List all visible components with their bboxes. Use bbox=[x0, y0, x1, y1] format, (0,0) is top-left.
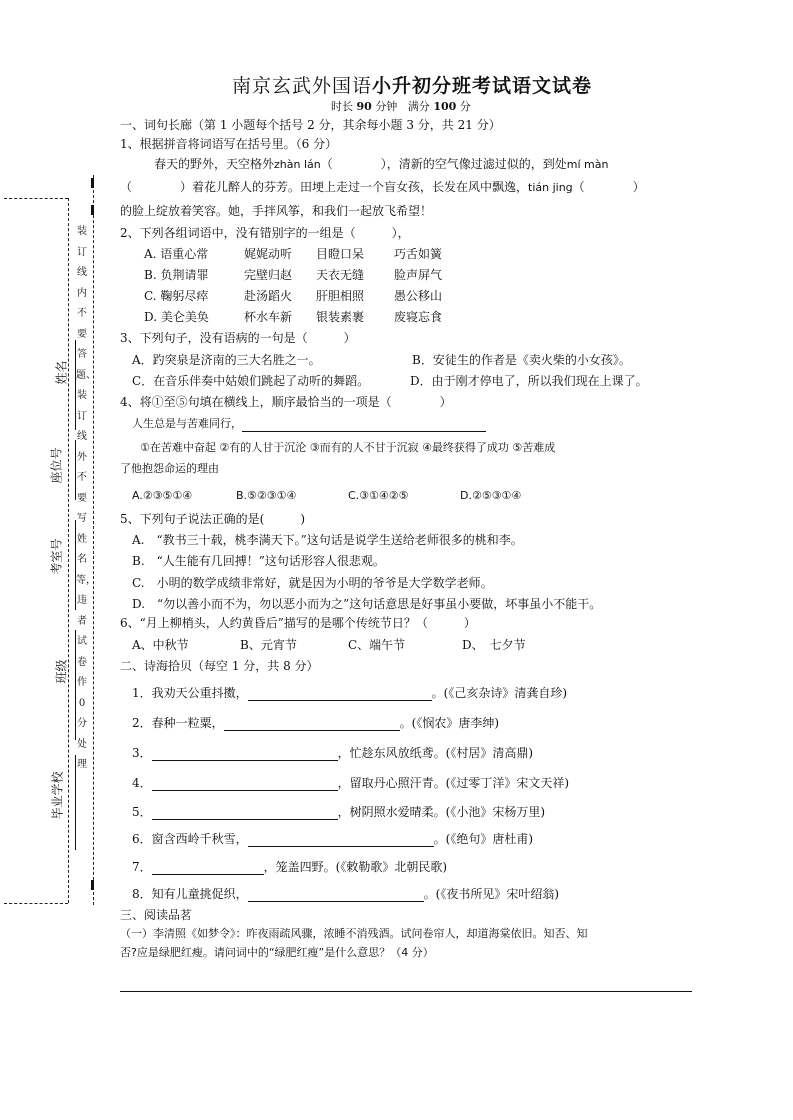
pinyin-2: mí màn bbox=[566, 158, 609, 171]
q1-line2: （ ）着花儿醉人的芬芳。田埂上走过一个盲女孩，长发在风中飘逸，tián jing（ ） bbox=[120, 180, 645, 194]
poem-item-5: 5． ，树阴照水爱晴柔。(《小池》宋杨万里) bbox=[132, 805, 546, 819]
poem-item-1: 1．我劝天公重抖擞， 。(《己亥杂诗》清龚自珍) bbox=[132, 686, 568, 700]
poem-item-2: 2．春种一粒粟， 。(《悯农》唐李绅) bbox=[132, 716, 500, 730]
q6-option-a[interactable]: A、中秋节 bbox=[132, 638, 189, 652]
reading-answer-line[interactable] bbox=[120, 991, 692, 992]
q3-option-a[interactable]: A．趵突泉是济南的三大名胜之一。 bbox=[132, 353, 321, 367]
q6-option-c[interactable]: C、端午节 bbox=[348, 638, 406, 652]
title-school: 南京玄武外国语 bbox=[232, 75, 373, 97]
binding-outer-dash bbox=[68, 198, 69, 903]
page-title bbox=[232, 74, 592, 98]
class-label: 班级 bbox=[54, 659, 69, 684]
q4-stem: 4、将①至⑤句填在横线上，顺序最恰当的一项是（ ） bbox=[120, 395, 452, 409]
poem-blank-5[interactable] bbox=[152, 806, 338, 820]
poem-blank-7[interactable] bbox=[152, 861, 264, 875]
name-label: 姓名 bbox=[54, 360, 69, 385]
poem-item-6: 6．窗含西岭千秋雪， 。(《绝句》唐杜甫) bbox=[132, 832, 534, 846]
name-line[interactable] bbox=[75, 340, 76, 430]
pinyin-1: zhàn lán bbox=[274, 158, 321, 171]
q4-sentences-2: 了他抱怨命运的理由 bbox=[120, 462, 219, 475]
q1-line3: 的脸上绽放着笑容。她，手拌风筝，和我们一起放飞希望！ bbox=[120, 204, 433, 218]
q4-sentences-1: ①在苦难中奋起 ②有的人甘于沉沦 ③而有的人不甘于沉寂 ④最终获得了成功 ⑤苦难成 bbox=[140, 441, 556, 454]
q5-stem: 5、下列句子说法正确的是( ) bbox=[120, 512, 305, 526]
q4-option-d[interactable]: D.②⑤③①④ bbox=[460, 489, 522, 502]
score-value: 100 bbox=[433, 100, 457, 113]
q6-stem: 6、“月上柳梢头，人约黄昏后”描写的是哪个传统节日？（ ） bbox=[120, 616, 476, 630]
reading-passage-line1: （一）李清照《如梦令》：昨夜雨疏风骤，浓睡不消残酒。试问卷帘人，却道海棠依旧。知否、知 bbox=[120, 927, 588, 940]
q2-option-b[interactable]: B. 负荆请罪 完壁归赵 天衣无缝 脸声屏气 bbox=[144, 268, 443, 282]
binding-mark bbox=[91, 880, 94, 890]
q2-option-c[interactable]: C. 鞠躬尽瘁 赴汤蹈火 肝胆相照 愚公移山 bbox=[144, 289, 443, 303]
poem-item-7: 7． ，笼盖四野。(《敕勒歌》北朝民歌) bbox=[132, 860, 448, 874]
reading-passage-line2: 否?应是绿肥红瘦。请问词中的“绿肥红瘦”是什么意思？（4 分） bbox=[120, 946, 434, 959]
pinyin-3: tián jing bbox=[528, 181, 573, 194]
poem-blank-1[interactable] bbox=[248, 687, 432, 701]
q4-lead: 人生总是与苦难同行， bbox=[132, 416, 486, 432]
poem-blank-2[interactable] bbox=[224, 717, 400, 731]
q5-option-d[interactable]: D. “勿以善小而不为，勿以恶小而为之”这句话意思是好事虽小要做，坏事虽小不能干。 bbox=[132, 597, 602, 611]
poem-blank-4[interactable] bbox=[152, 777, 338, 791]
binding-mark bbox=[91, 178, 94, 188]
seat-line[interactable] bbox=[75, 440, 76, 500]
q3-stem: 3、下列句子，没有语病的一句是（ ） bbox=[120, 331, 356, 345]
section-1-heading: 一、词句长廊（第 1 小题每个括号 2 分，其余每小题 3 分，共 21 分） bbox=[120, 118, 501, 132]
q5-option-a[interactable]: A. “教书三十载，桃李满天下。”这句话是说学生送给老师很多的桃和李。 bbox=[132, 533, 523, 547]
q1-line1: 春天的野外，天空格外zhàn lán（ ），清新的空气像过滤过似的，到处mí màn bbox=[154, 157, 609, 171]
binding-bottom-dash bbox=[4, 903, 68, 904]
q3-option-d[interactable]: D．由于刚才停电了，所以我们现在上课了。 bbox=[410, 374, 648, 388]
seat-label: 座位号 bbox=[49, 447, 64, 484]
q5-option-c[interactable]: C. 小明的数学成绩非常好，就是因为小明的爷爷是大学数学老师。 bbox=[132, 576, 493, 590]
room-line[interactable] bbox=[75, 520, 76, 610]
section-3-heading: 三、阅读品茗 bbox=[120, 908, 193, 922]
class-line[interactable] bbox=[75, 630, 76, 740]
poem-blank-6[interactable] bbox=[248, 833, 434, 847]
binding-mark bbox=[91, 205, 94, 215]
q4-option-c[interactable]: C.③①④②⑤ bbox=[348, 489, 409, 502]
q1-stem: 1、根据拼音将词语写在括号里。（6 分） bbox=[120, 137, 338, 151]
school-line[interactable] bbox=[75, 755, 76, 850]
q2-option-d[interactable]: D. 美仑美奂 杯水车新 银装素裹 废寝忘食 bbox=[144, 310, 443, 324]
poem-item-3: 3． ，忙趁东风放纸鸢。(《村居》清高鼎) bbox=[132, 746, 534, 760]
section-2-heading: 二、诗海拾贝（每空 1 分，共 8 分） bbox=[120, 659, 319, 673]
score-unit: 分 bbox=[459, 100, 471, 113]
poem-item-8: 8．知有儿童挑促织， 。(《夜书所见》宋叶绍翁) bbox=[132, 887, 560, 901]
time-unit: 分钟 bbox=[375, 100, 398, 113]
poem-blank-3[interactable] bbox=[152, 747, 338, 761]
binding-inner-dash bbox=[93, 175, 94, 905]
q4-answer-line[interactable] bbox=[242, 418, 486, 432]
time-value: 90 bbox=[356, 100, 372, 113]
q4-option-a[interactable]: A.②③⑤①④ bbox=[132, 489, 193, 502]
q3-option-b[interactable]: B．安徒生的作者是《卖火柴的小女孩》。 bbox=[412, 353, 631, 367]
q3-option-c[interactable]: C．在音乐伴奏中姑娘们跳起了动听的舞蹈。 bbox=[132, 374, 370, 388]
poem-blank-8[interactable] bbox=[248, 888, 424, 902]
title-exam: 小升初分班考试语文试卷 bbox=[372, 75, 593, 97]
score-label: 满分 bbox=[407, 100, 430, 113]
time-label: 时长 bbox=[331, 100, 353, 113]
q5-option-b[interactable]: B. “人生能有几回搏！”这句话形容人很悲观。 bbox=[132, 554, 385, 568]
poem-item-4: 4． ，留取丹心照汗青。(《过零丁洋》宋文天祥) bbox=[132, 776, 570, 790]
q6-option-b[interactable]: B、元宵节 bbox=[240, 638, 297, 652]
school-label: 毕业学校 bbox=[50, 771, 65, 820]
q2-option-a[interactable]: A. 语重心常 娓娓动听 目瞪口呆 巧舌如簧 bbox=[144, 247, 443, 261]
binding-notice: 装订线内不要答题、装订线外不要写姓名等，违者试卷作0分处理 bbox=[76, 226, 96, 770]
q6-option-d[interactable]: D、 七夕节 bbox=[462, 638, 526, 652]
q4-option-b[interactable]: B.⑤②③①④ bbox=[236, 489, 297, 502]
room-label: 考室号 bbox=[49, 538, 64, 575]
time-score bbox=[331, 99, 471, 115]
q2-stem: 2、下列各组词语中，没有错别字的一组是（ ）， bbox=[120, 226, 410, 240]
binding-top-dash bbox=[4, 198, 68, 199]
